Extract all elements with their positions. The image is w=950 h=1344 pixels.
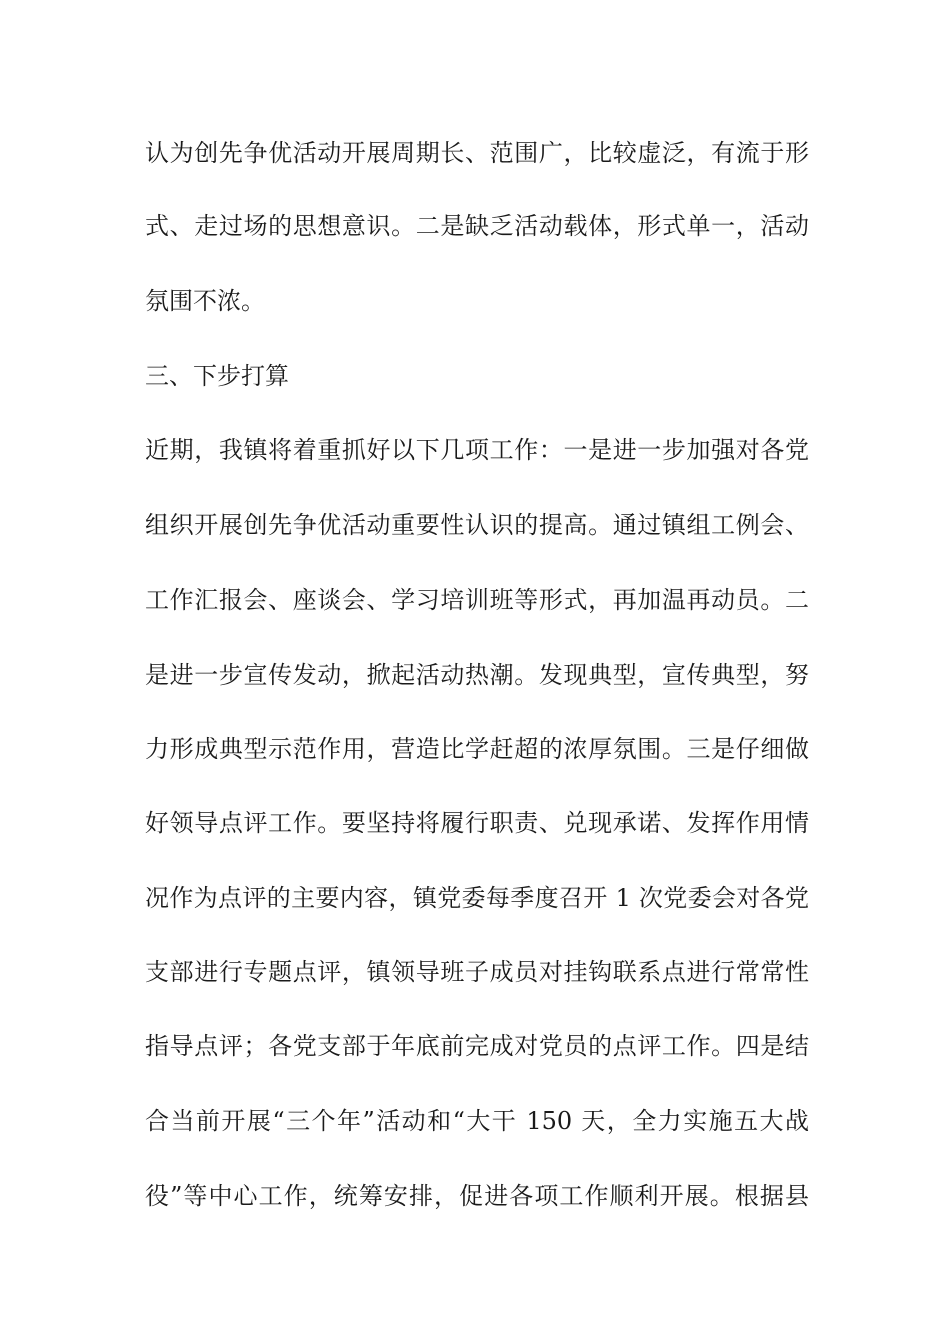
text-line: 工作汇报会、座谈会、学习培训班等形式，再加温再动员。二 bbox=[145, 586, 809, 614]
text-line: 是进一步宣传发动，掀起活动热潮。发现典型，宣传典型，努 bbox=[145, 661, 809, 689]
text-line: 认为创先争优活动开展周期长、范围广，比较虚泛，有流于形 bbox=[145, 139, 809, 167]
text-line: 役”等中心工作，统筹安排，促进各项工作顺利开展。根据县 bbox=[145, 1182, 809, 1210]
text-line: 支部进行专题点评，镇领导班子成员对挂钩联系点进行常常性 bbox=[145, 958, 809, 986]
text-line: 合当前开展“三个年”活动和“大干 150 天，全力实施五大战 bbox=[145, 1107, 809, 1135]
text-line: 况作为点评的主要内容，镇党委每季度召开 1 次党委会对各党 bbox=[145, 884, 809, 912]
text-line: 力形成典型示范作用，营造比学赶超的浓厚氛围。三是仔细做 bbox=[145, 735, 809, 763]
text-line: 近期，我镇将着重抓好以下几项工作：一是进一步加强对各党 bbox=[145, 436, 809, 464]
text-line: 好领导点评工作。要坚持将履行职责、兑现承诺、发挥作用情 bbox=[145, 809, 809, 837]
text-line: 式、走过场的思想意识。二是缺乏活动载体，形式单一，活动 bbox=[145, 212, 809, 240]
text-line: 氛围不浓。 bbox=[145, 287, 265, 315]
text-line: 指导点评；各党支部于年底前完成对党员的点评工作。四是结 bbox=[145, 1032, 809, 1060]
section-heading: 三、下步打算 bbox=[145, 362, 289, 390]
text-line: 组织开展创先争优活动重要性认识的提高。通过镇组工例会、 bbox=[145, 511, 809, 539]
